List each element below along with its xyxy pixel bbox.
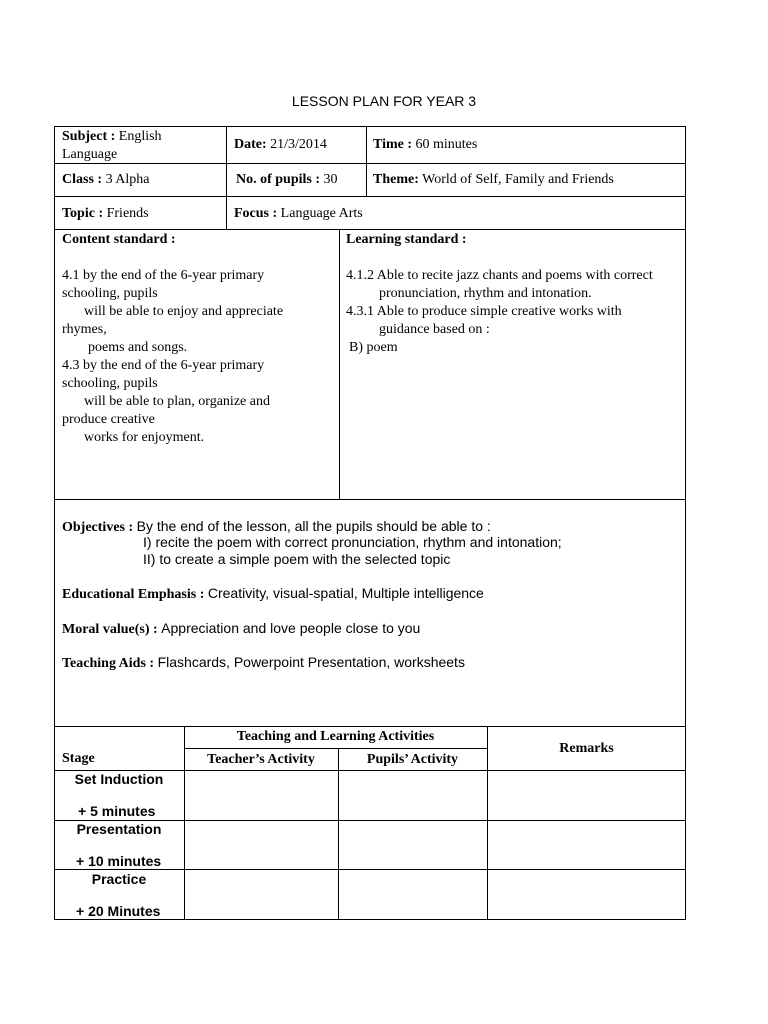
objectives-label: Objectives :	[62, 520, 134, 535]
objective-item: II) to create a simple poem with the selected topic	[143, 551, 451, 567]
theme-cell	[373, 171, 614, 189]
focus-label: Focus :	[234, 206, 278, 221]
content-line: will be able to plan, organize and	[84, 394, 270, 409]
date-label: Date:	[234, 137, 267, 152]
content-line: produce creative	[62, 412, 155, 427]
time-cell	[373, 136, 477, 154]
content-line: schooling, pupils	[62, 286, 158, 301]
stage-duration: + 10 minutes	[76, 853, 162, 869]
theme-label: Theme:	[373, 172, 419, 187]
stage-name: Practice	[91, 871, 147, 887]
class-label: Class :	[62, 172, 103, 187]
stage-practice	[54, 871, 184, 919]
moral-values-row	[62, 619, 420, 639]
teacher-activity-header: Teacher’s Activity	[207, 752, 315, 767]
focus-value: Language Arts	[280, 206, 363, 221]
stage-name: Set Induction	[74, 771, 164, 787]
moral-values-value: Appreciation and love people close to you	[161, 620, 421, 636]
topic-cell	[62, 205, 149, 223]
content-line: 4.3 by the end of the 6-year primary	[62, 358, 265, 373]
content-line: will be able to enjoy and appreciate	[84, 304, 284, 319]
stage-set-induction	[54, 771, 184, 819]
learning-line: 4.1.2 Able to recite jazz chants and poems with correct	[346, 268, 653, 283]
content-line: 4.1 by the end of the 6-year primary	[62, 268, 265, 283]
learning-standard-label: Learning standard :	[346, 232, 467, 247]
subject-cell	[62, 128, 162, 164]
objective-item: I) recite the poem with correct pronunciation, rhythm and intonation;	[143, 534, 562, 550]
content-standard-label: Content standard :	[62, 232, 176, 247]
date-value: 21/3/2014	[270, 137, 327, 152]
stage-presentation	[54, 821, 184, 869]
class-cell	[62, 171, 150, 189]
learning-line: B) poem	[349, 340, 398, 355]
page-title: LESSON PLAN FOR YEAR 3	[291, 93, 477, 109]
educational-emphasis-value: Creativity, visual-spatial, Multiple intelligence	[207, 585, 484, 601]
focus-cell	[234, 205, 363, 223]
stage-duration: + 20 Minutes	[76, 903, 161, 919]
educational-emphasis-label: Educational Emphasis :	[62, 587, 205, 602]
content-line: schooling, pupils	[62, 376, 158, 391]
content-line: works for enjoyment.	[84, 430, 205, 445]
subject-value: English	[118, 129, 162, 144]
learning-line: pronunciation, rhythm and intonation.	[379, 286, 592, 301]
objectives-intro: By the end of the lesson, all the pupils should be able to :	[136, 518, 491, 534]
subject-value-line2: Language	[62, 147, 118, 162]
content-line: rhymes,	[62, 322, 107, 337]
pupils-label: No. of pupils :	[236, 172, 321, 187]
teaching-aids-row	[62, 653, 465, 673]
activities-group-header: Teaching and Learning Activities	[236, 729, 435, 744]
learning-standard-text	[346, 267, 653, 357]
learning-line: 4.3.1 Able to produce simple creative works with	[346, 304, 622, 319]
educational-emphasis-row	[62, 584, 484, 604]
stage-duration: + 5 minutes	[78, 803, 156, 819]
moral-values-label: Moral value(s) :	[62, 622, 158, 637]
content-line: poems and songs.	[88, 340, 188, 355]
theme-value: World of Self, Family and Friends	[422, 172, 614, 187]
content-standard-text	[62, 267, 283, 447]
time-label: Time :	[373, 137, 413, 152]
date-cell	[234, 136, 327, 154]
teaching-aids-label: Teaching Aids :	[62, 656, 155, 671]
topic-label: Topic :	[62, 206, 104, 221]
pupils-value: 30	[323, 172, 338, 187]
pupils-activity-header: Pupils’ Activity	[366, 752, 459, 767]
time-value: 60 minutes	[415, 137, 478, 152]
pupils-cell	[236, 171, 338, 189]
subject-label: Subject :	[62, 129, 116, 144]
topic-value: Friends	[106, 206, 149, 221]
teaching-aids-value: Flashcards, Powerpoint Presentation, worksheets	[157, 654, 465, 670]
class-value: 3 Alpha	[105, 172, 150, 187]
stage-name: Presentation	[76, 821, 162, 837]
remarks-header: Remarks	[559, 741, 614, 756]
learning-line: guidance based on :	[379, 322, 490, 337]
stage-header: Stage	[62, 751, 95, 766]
